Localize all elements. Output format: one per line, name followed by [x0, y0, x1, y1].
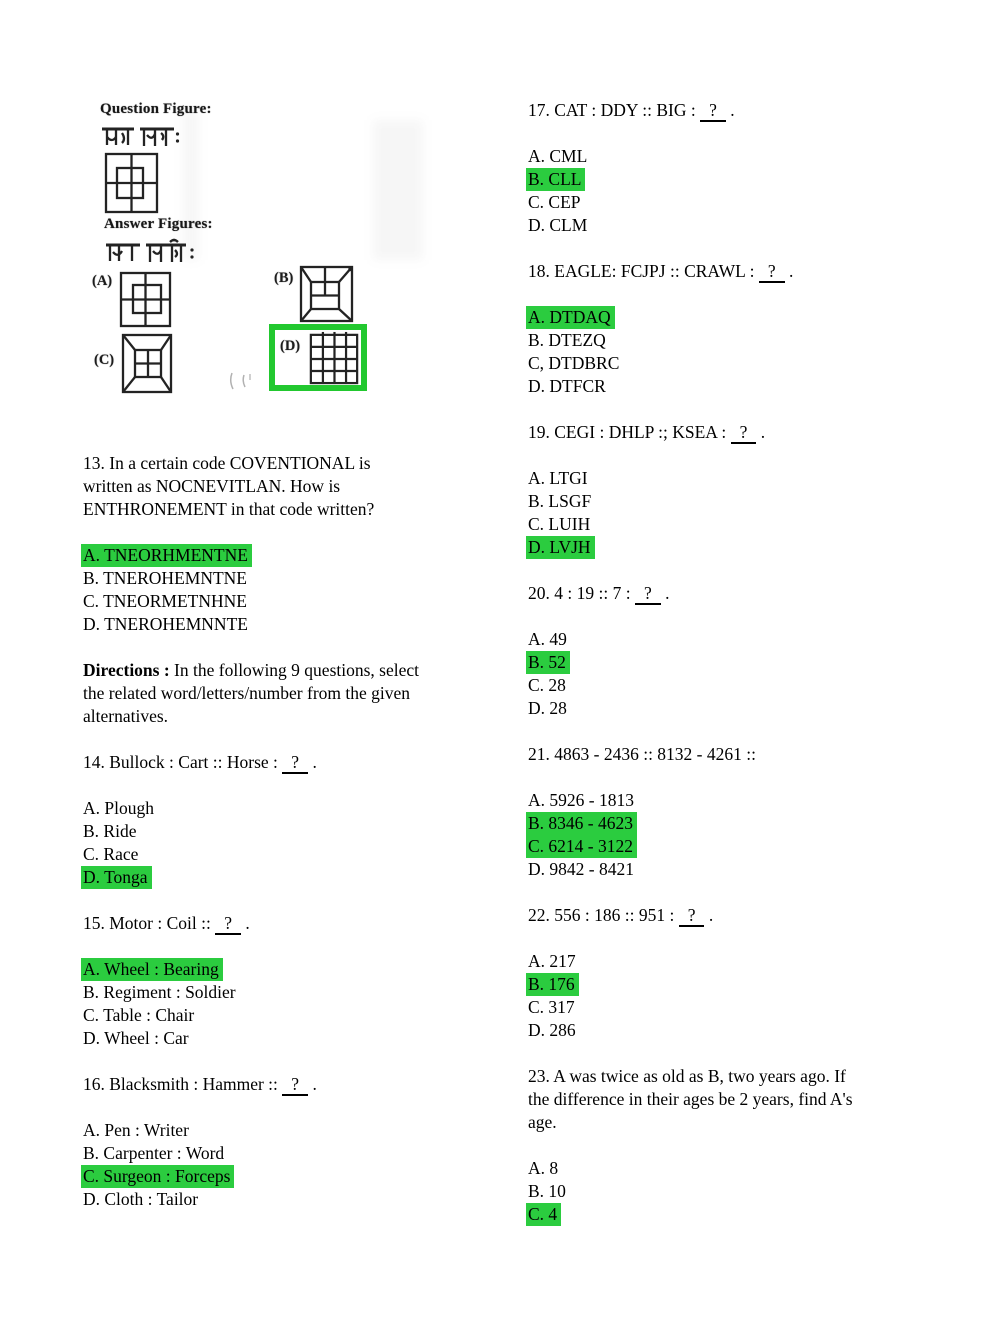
- option-16-a: [83, 1119, 523, 1142]
- option-text: C. Race: [83, 844, 139, 864]
- option-text: A. Plough: [83, 798, 154, 818]
- figure-d-label: (D): [280, 338, 301, 354]
- option-16-d: [83, 1188, 523, 1211]
- option-20-a: [528, 628, 993, 651]
- answer-figures-label: Answer Figures:: [104, 216, 213, 232]
- option-16-b: [83, 1142, 523, 1165]
- right-column: [528, 0, 993, 1226]
- option-20-b: [528, 651, 993, 674]
- option-text: C, DTDBRC: [528, 353, 620, 373]
- question-15-text: 15. Motor : Coil :: ? .: [83, 913, 250, 933]
- figure-a-label: (A): [92, 273, 113, 289]
- option-13-b: [83, 567, 523, 590]
- question-19-text: 19. CEGI : DHLP :; KSEA : ? .: [528, 422, 766, 442]
- option-17-b: [528, 168, 993, 191]
- option-19-b: [528, 490, 993, 513]
- option-17-c: [528, 191, 993, 214]
- option-text: A. 5926 - 1813: [528, 790, 634, 810]
- question-13-text: 13. In a certain code COVENTIONAL is: [83, 453, 371, 473]
- option-text: D. Tonga: [81, 866, 152, 889]
- option-17-d: [528, 214, 993, 237]
- option-text: A. 49: [528, 629, 567, 649]
- option-text: A. CML: [528, 146, 588, 166]
- option-20-d: [528, 697, 993, 720]
- option-text: A. TNEORHMENTNE: [81, 544, 252, 567]
- answer-blank: ?: [759, 262, 785, 283]
- option-20-c: [528, 674, 993, 697]
- option-text: D. TNEROHEMNNTE: [83, 614, 248, 634]
- question-23-text: 23. A was twice as old as B, two years ago. If: [528, 1066, 846, 1086]
- answer-blank: ?: [731, 423, 757, 444]
- question-13-text: written as NOCNEVITLAN. How is: [83, 476, 341, 496]
- option-21-a: [528, 789, 993, 812]
- question-23-text: the difference in their ages be 2 years, find A's: [528, 1089, 853, 1109]
- question-20-text: 20. 4 : 19 :: 7 : ? .: [528, 583, 670, 603]
- option-15-c: [83, 1004, 523, 1027]
- question-figure-label: Question Figure:: [100, 101, 212, 117]
- option-text: C. LUIH: [528, 514, 591, 534]
- left-column: [83, 0, 523, 1211]
- option-19-a: [528, 467, 993, 490]
- option-text: B. TNEROHEMNTNE: [83, 568, 247, 588]
- option-text: B. Regiment : Soldier: [83, 982, 236, 1002]
- directions-text: Directions : In the following 9 questions, select: [83, 660, 420, 680]
- option-text: A. 8: [528, 1158, 559, 1178]
- option-19-c: [528, 513, 993, 536]
- option-15-d: [83, 1027, 523, 1050]
- option-text: C. 6214 - 3122: [526, 835, 637, 858]
- option-22-a: [528, 950, 993, 973]
- option-text: A. Pen : Writer: [83, 1120, 189, 1140]
- option-text: D. Cloth : Tailor: [83, 1189, 199, 1209]
- option-23-c: [528, 1203, 993, 1226]
- option-text: B. Carpenter : Word: [83, 1143, 225, 1163]
- question-16-text: 16. Blacksmith : Hammer :: ? .: [83, 1074, 317, 1094]
- option-14-b: [83, 820, 523, 843]
- option-text: D. 28: [528, 698, 567, 718]
- option-text: D. 9842 - 8421: [528, 859, 634, 879]
- option-text: D. DTFCR: [528, 376, 606, 396]
- answer-blank: ?: [282, 1075, 308, 1096]
- option-text: A. LTGI: [528, 468, 588, 488]
- option-text: D. 286: [528, 1020, 576, 1040]
- option-18-a: [528, 306, 993, 329]
- option-text: C. TNEORMETNHNE: [83, 591, 247, 611]
- option-14-a: [83, 797, 523, 820]
- option-13-d: [83, 613, 523, 636]
- option-16-c: [83, 1165, 523, 1188]
- option-text: B. 10: [528, 1181, 566, 1201]
- option-text: B. CLL: [526, 168, 585, 191]
- option-14-d: [83, 866, 523, 889]
- option-text: D. Wheel : Car: [83, 1028, 189, 1048]
- question-22-text: 22. 556 : 186 :: 951 : ? .: [528, 905, 714, 925]
- option-14-c: [83, 843, 523, 866]
- answer-blank: ?: [700, 101, 726, 122]
- option-13-a: [83, 544, 523, 567]
- option-15-a: [83, 958, 523, 981]
- option-text: A. 217: [528, 951, 576, 971]
- option-13-c: [83, 590, 523, 613]
- question-17-text: 17. CAT : DDY :: BIG : ? .: [528, 100, 735, 120]
- option-18-b: [528, 329, 993, 352]
- answer-blank: ?: [215, 914, 241, 935]
- option-text: B. Ride: [83, 821, 137, 841]
- option-text: B. DTEZQ: [528, 330, 606, 350]
- directions-text: alternatives.: [83, 706, 169, 726]
- option-text: C. 4: [526, 1203, 561, 1226]
- question-13-text: ENTHRONEMENT in that code written?: [83, 499, 375, 519]
- option-18-d: [528, 375, 993, 398]
- figure-b-label: (B): [274, 270, 294, 286]
- option-21-b: [528, 812, 993, 835]
- option-15-b: [83, 981, 523, 1004]
- question-18-text: 18. EAGLE: FCJPJ :: CRAWL : ? .: [528, 261, 794, 281]
- option-text: C. 317: [528, 997, 575, 1017]
- question-21-text: 21. 4863 - 2436 :: 8132 - 4261 ::: [528, 744, 756, 764]
- option-text: D. LVJH: [526, 536, 595, 559]
- option-text: C. 28: [528, 675, 566, 695]
- option-text: B. 176: [526, 973, 579, 996]
- option-text: B. LSGF: [528, 491, 592, 511]
- option-23-b: [528, 1180, 993, 1203]
- option-text: C. Table : Chair: [83, 1005, 195, 1025]
- option-22-d: [528, 1019, 993, 1042]
- option-text: C. CEP: [528, 192, 581, 212]
- option-18-c: [528, 352, 993, 375]
- option-17-a: [528, 145, 993, 168]
- option-text: B. 52: [526, 651, 570, 674]
- directions-text: the related word/letters/number from the given: [83, 683, 411, 703]
- question-23-text: age.: [528, 1112, 557, 1132]
- answer-blank: ?: [635, 584, 661, 605]
- answer-blank: ?: [679, 906, 705, 927]
- option-text: A. Wheel : Bearing: [81, 958, 223, 981]
- option-text: B. 8346 - 4623: [526, 812, 637, 835]
- figure-c-label: (C): [94, 352, 115, 368]
- option-21-d: [528, 858, 993, 881]
- option-19-d: [528, 536, 993, 559]
- answer-blank: ?: [282, 753, 308, 774]
- option-21-c: [528, 835, 993, 858]
- option-text: A. DTDAQ: [526, 306, 615, 329]
- option-23-a: [528, 1157, 993, 1180]
- option-text: C. Surgeon : Forceps: [81, 1165, 234, 1188]
- option-22-b: [528, 973, 993, 996]
- option-text: D. CLM: [528, 215, 588, 235]
- question-14-text: 14. Bullock : Cart :: Horse : ? .: [83, 752, 317, 772]
- option-22-c: [528, 996, 993, 1019]
